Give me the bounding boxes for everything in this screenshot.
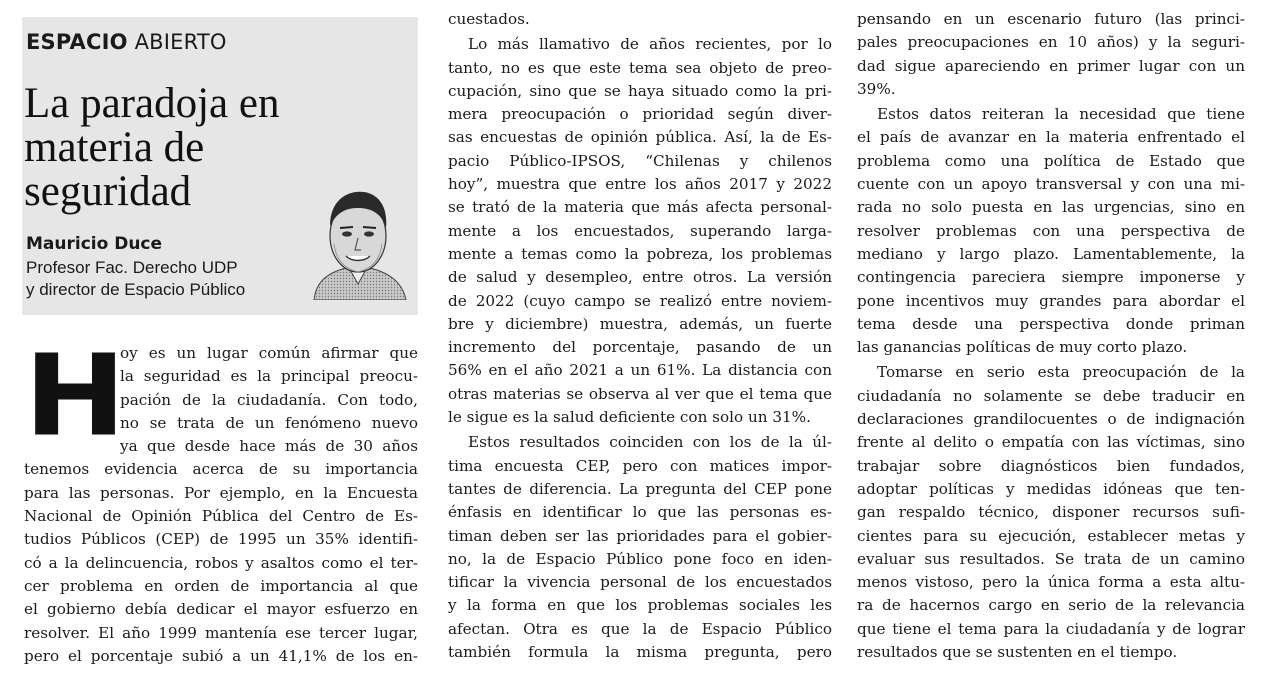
text-line: resultados que se sustenten en el tiempo. xyxy=(857,643,1178,662)
author-portrait xyxy=(306,184,410,300)
text-line: sas encuestas de opinión pública. Así, la de Es- xyxy=(448,128,832,147)
text-line: énfasis en identificar lo que las personas es- xyxy=(448,503,832,522)
text-line: ya que desde hace más de 30 años xyxy=(120,437,418,456)
text-line: cientes para su ejecución, establecer metas y xyxy=(857,526,1245,545)
text-line: mediano y largo plazo. Lamentablemente, la xyxy=(857,244,1245,263)
drop-cap: H xyxy=(24,330,127,462)
headline-line: seguridad xyxy=(24,168,192,215)
text-line: tema desde una perspectiva donde priman xyxy=(857,314,1245,333)
text-line: 56% en el año 2021 a un 61%. La distancia con xyxy=(448,361,832,380)
text-line: la seguridad es la principal preocu- xyxy=(120,367,418,386)
text-line: contingencia pareciera siempre imponerse y xyxy=(857,268,1245,287)
author-role xyxy=(26,257,306,301)
text-line: evaluar sus resultados. Se trata de un camino xyxy=(857,549,1245,568)
article-column-2 xyxy=(448,8,832,664)
text-line: pacio Público-IPSOS, “Chilenas y chilenos xyxy=(448,151,832,170)
text-line: que tiene el tema para la ciudadanía y de lograr xyxy=(857,619,1245,638)
article-column-1 xyxy=(24,330,418,668)
text-line: 39%. xyxy=(857,79,896,98)
text-line: pone incentivos muy grandes para abordar el xyxy=(857,291,1245,310)
text-line: y la forma en que los problemas sociales les xyxy=(448,596,832,615)
text-line: tantes de diferencia. La pregunta del CEP pone xyxy=(448,479,832,498)
text-line: ciudadanía no solamente se debe traducir en xyxy=(857,386,1245,405)
text-line: ra de hacernos cargo en serio de la relevancia xyxy=(857,596,1245,615)
text-line: oy es un lugar común afirmar que xyxy=(120,344,418,362)
text-line: Estos datos reiteran la necesidad que tiene xyxy=(877,105,1245,124)
headline-line: materia de xyxy=(24,124,205,171)
text-line: có a la delincuencia, robos y asaltos como el ter- xyxy=(24,553,418,572)
text-line: Estos resultados coinciden con los de la úl- xyxy=(468,433,832,452)
section-label-bold: ESPACIO xyxy=(26,30,128,54)
text-line: cupación, sino que se haya situado como la pri- xyxy=(448,81,832,100)
text-line: tenemos evidencia acerca de su importancia xyxy=(24,460,418,479)
text-line: frente al delito o empatía con las víctimas, sino xyxy=(857,433,1245,452)
text-line: Tomarse en serio esta preocupación de la xyxy=(877,363,1245,382)
text-line: hoy”, muestra que entre los años 2017 y 2022 xyxy=(448,175,832,194)
text-line: adoptar políticas y medidas idóneas que ten- xyxy=(857,479,1245,498)
text-line: tificar la vivencia personal de los encuestados xyxy=(448,573,832,592)
headline-line: La paradoja en xyxy=(24,80,280,127)
article-column-3 xyxy=(857,8,1245,664)
text-line: pales preocupaciones en 10 años) y la seguri- xyxy=(857,33,1245,52)
text-line: para las personas. Por ejemplo, en la Encuesta xyxy=(24,483,418,502)
text-line: mente a temas como la pobreza, los problemas xyxy=(448,244,832,263)
text-line: afectan. Otra es que la de Espacio Público xyxy=(448,619,832,638)
text-line: cuente con un apoyo transversal y con una mi- xyxy=(857,175,1245,194)
text-line: mente a los encuestados, superando larga- xyxy=(448,221,832,240)
text-line: las ganancias políticas de muy corto plazo. xyxy=(857,338,1188,357)
text-line: no, la de Espacio Público pone foco en iden- xyxy=(448,549,832,568)
text-line: resolver problemas con una perspectiva de xyxy=(857,221,1245,240)
text-line: tanto, no es que este tema sea objeto de preo- xyxy=(448,58,832,77)
text-line: problema como una política de Estado que xyxy=(857,151,1245,170)
text-line: no se trata de un fenómeno nuevo xyxy=(120,413,418,432)
text-line: de salud y desempleo, entre otros. La versión xyxy=(448,268,832,287)
text-line: timan deben ser las prioridades para el gobier- xyxy=(448,526,832,545)
text-line: cer problema en orden de importancia al que xyxy=(24,576,418,595)
text-line: resolver. El año 1999 mantenía ese tercer lugar, xyxy=(24,623,418,642)
text-line: bre y diciembre) muestra, además, un fuerte xyxy=(448,314,832,333)
text-line: declaraciones grandilocuentes o de indignación xyxy=(857,410,1245,429)
text-line: menos vistoso, pero la única forma a esta altu- xyxy=(857,573,1245,592)
text-line: se trató de la materia que más afecta personal- xyxy=(448,198,832,217)
text-line: tima encuesta CEP, pero con matices impor- xyxy=(448,456,832,475)
section-label xyxy=(26,30,227,54)
author-role-line: Profesor Fac. Derecho UDP xyxy=(26,258,238,277)
text-line: el país de avanzar en la materia enfrentado el xyxy=(857,128,1245,147)
text-line: otras materias se observa al ver que el tema que xyxy=(448,384,832,403)
text-line: Nacional de Opinión Pública del Centro de Es- xyxy=(24,507,418,526)
text-line: también formula la misma pregunta, pero xyxy=(448,643,832,662)
text-line: rada no solo puesta en las urgencias, sino en xyxy=(857,198,1245,217)
text-line: dad sigue apareciendo en primer lugar con un xyxy=(857,56,1245,75)
text-line: gan respaldo técnico, disponer recursos sufi- xyxy=(857,503,1245,522)
text-line: incremento del porcentaje, pasando de un xyxy=(448,338,832,357)
text-line: tudios Públicos (CEP) de 1995 un 35% identifi- xyxy=(24,530,418,549)
text-line: pero el porcentaje subió a un 41,1% de los en- xyxy=(24,646,418,665)
text-line: el gobierno debía dedicar el mayor esfuerzo en xyxy=(24,600,418,619)
author-role-line: y director de Espacio Público xyxy=(26,280,246,299)
text-line: pación de la ciudadanía. Con todo, xyxy=(120,390,418,409)
text-line: mera preocupación o prioridad según diver- xyxy=(448,105,832,124)
text-line: pensando en un escenario futuro (las princi- xyxy=(857,10,1245,28)
text-line: le sigue es la salud deficiente con solo un 31%. xyxy=(448,408,811,427)
text-line: cuestados. xyxy=(448,10,530,28)
text-line: trabajar sobre diagnósticos bien fundados, xyxy=(857,456,1245,475)
author-name: Mauricio Duce xyxy=(26,234,163,254)
text-line: de 2022 (cuyo campo se realizó entre noviem- xyxy=(448,291,832,310)
text-line: Lo más llamativo de años recientes, por lo xyxy=(468,35,832,54)
section-label-light: ABIERTO xyxy=(134,30,227,54)
